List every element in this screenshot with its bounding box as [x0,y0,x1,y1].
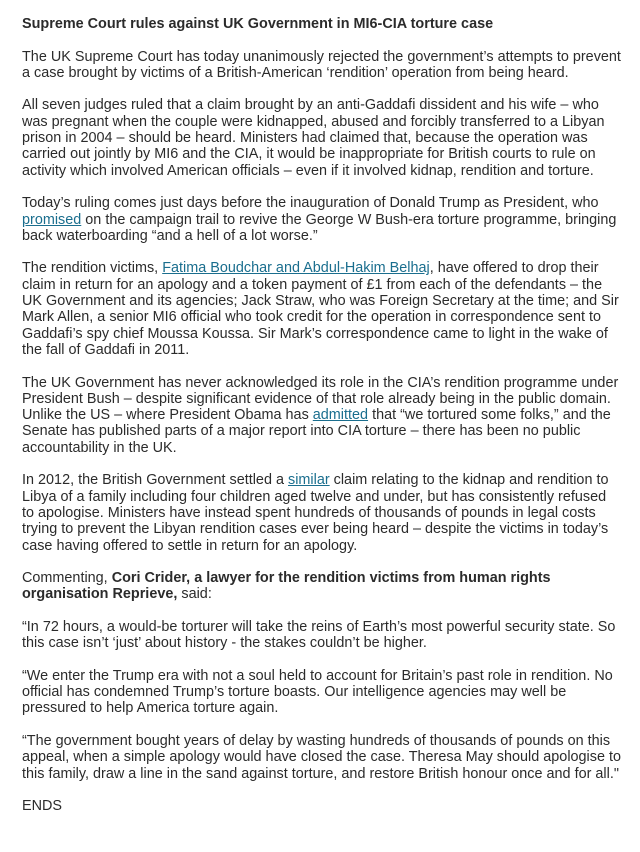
promised-link[interactable]: promised [22,211,82,228]
paragraph-settlement [22,472,622,553]
paragraph-settlement-text-before: In 2012, the British Government settled a [22,472,288,489]
paragraph-trump-text-after: on the campaign trail to revive the George W Bush-era torture programme, bringing back waterboarding “and a hell of a lot worse.” [22,211,617,244]
paragraph-commenting-text-before: Commenting, [22,570,112,587]
quote-2: “We enter the Trump era with not a soul held to account for Britain’s past role in rendition. No official has condemned Trump’s torture boasts. Our intelligence agencies may well be pressured to help America torture again. [22,667,613,717]
paragraph-victims-text-before: The rendition victims, [22,260,163,277]
quote-3: “The government bought years of delay by wasting hundreds of thousands of pounds on this appeal, when a simple apology would have closed the case. Theresa May should apologise to this family, draw a line in the sand against torture, and restore British honour once and for all." [22,733,622,782]
quote-1: “In 72 hours, a would-be torturer will take the reins of Earth’s most powerful security state. So this case isn’t ‘just’ about history - the stakes couldn’t be higher. [22,618,616,652]
headline: Supreme Court rules against UK Government in MI6-CIA torture case [22,16,494,32]
paragraph-settlement-text-after: claim relating to the kidnap and rendition to Libya of a family including four children aged twelve and under, but has consistently refused to apologise. Ministers have instead spent hundreds of thousands of pounds in legal costs trying to prevent the Libyan rendition cases ever being heard – despite the victims in today’s case having offered to settle in return for an apology. [22,472,609,554]
ends-marker: ENDS [22,798,63,815]
similar-link[interactable]: similar [288,472,330,489]
speaker-name: Cori Crider, a lawyer for the rendition victims from human rights organisation Reprieve, [22,570,551,603]
press-release [22,16,622,831]
paragraph-judges: All seven judges ruled that a claim brought by an anti-Gaddafi dissident and his wife – who was pregnant when the couple were kidnapped, abused and forcibly transferred to a Libyan prison in 2004 – should be heard. Ministers had claimed that, because the operation was carried out jointly by MI6 and the CIA, it would be inappropriate for British courts to rule on activity which involved American officials – even if it involved kidnap, rendition and torture. [22,97,605,179]
paragraph-commenting [22,570,622,603]
paragraph-uk-government [22,375,622,456]
paragraph-victims [22,260,622,358]
paragraph-victims-text-after: , have offered to drop their claim in return for an apology and a token payment of £1 from each of the defendants – the UK Government and its agencies; Jack Straw, who was Foreign Secretary at the time; and Sir Mark Allen, a senior MI6 official who took credit for the operation in correspondence sent to Gaddafi’s spy chief Moussa Koussa. Sir Mark’s correspondence came to light in the wake of the fall of Gaddafi in 2011. [22,260,619,358]
paragraph-uk-government-text-after: that “we tortured some folks,” and the Senate has published parts of a major report into CIA torture – there has been no public accountability in the UK. [22,407,611,456]
victims-link[interactable]: Fatima Boudchar and Abdul-Hakim Belhaj [162,260,430,277]
paragraph-trump-text-before: Today’s ruling comes just days before the inauguration of Donald Trump as President, who [22,195,599,212]
admitted-link[interactable]: admitted [312,407,369,424]
paragraph-uk-government-text-before: The UK Government has never acknowledged its role in the CIA’s rendition programme under President Bush – despite significant evidence of that role already being in the public domain. Unlike the US – where President Obama has [22,374,619,424]
paragraph-trump [22,195,622,244]
paragraph-commenting-text-after: said: [177,586,212,603]
paragraph-ruling: The UK Supreme Court has today unanimously rejected the government’s attempts to prevent a case brought by victims of a British-American ‘rendition’ operation from being heard. [22,48,621,81]
